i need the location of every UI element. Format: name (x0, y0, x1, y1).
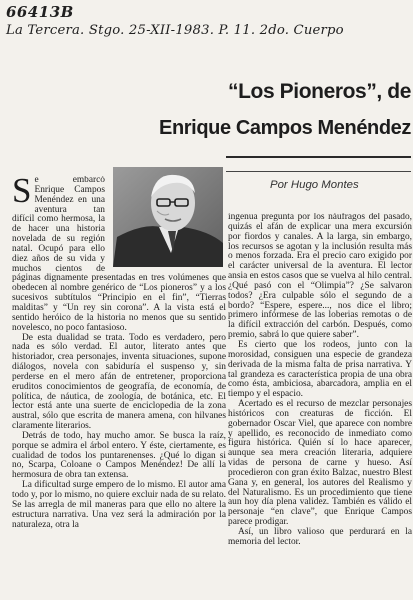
headline-line-1: “Los Pioneros”, de (228, 80, 411, 103)
article-paragraph: Acertado es el recurso de mezclar personajes históricos con creaturas de ficción. El gobernador Oscar Viel, que aparece con nombre y apellido, es reconocido de inmediato como figura histórica. Quién sí lo hace aparecer, aunque sea mera creación literaria, adquiere vidas de persona de carne y hueso. Así procedieron con gran éxito Balzac, nuestro Blest Gana y, en general, los autores del Realismo y del Naturalismo. Es un procedimiento que tiene aun hoy día plena validez. También es válido el personaje “en clave”, que Enrique Campos parece prodigar. (228, 399, 412, 528)
clipping-ref-code: 66413B (6, 3, 74, 21)
article-paragraph: Es cierto que los rodeos, junto con la morosidad, consiguen una especie de grandeza derivada de la misma falta de prisa narrativa. Y tal grandeza es característica propia de una obra como ésta, ambiciosa, abarcadora, amplia en el tiempo y el espacio. (228, 339, 412, 400)
article-paragraph: La dificultad surge empero de lo mismo. El autor ama todo y, por lo mismo, no quiere excluir nada de su relato. Se las arregla de mil maneras para que ello no altere la estructura narrativa. Una vez será la admiración por la naturaleza, otra la (12, 480, 226, 530)
article-paragraph: S e embarcó Enrique Campos Menéndez en una aventura tan difícil como hermosa, la de hacer una historia novelada de su región natal. Ocupó para ello diez años de su vida y muchos cientos de páginas dignamente presentadas en tres volúmenes que obedecen al nombre genérico de “Los pioneros” y a los sucesivos subtítulos “Principio en el fin”, “Tierras malditas” y “Un rey sin corona”. A la vista está el sentido heróico de la historia no menos que su sentido novelesco, no poco fantasioso. (12, 176, 226, 333)
article-paragraph: ingenua pregunta por los náufragos del pasado, quizás el afán de explicar una mera excursión por fiordos y canales. A la larga, sin embargo, los recursos se agotan y la inclusión resulta más o menos forzada. Era el precio caro exigido por el carácter universal de la aventura. El lector ansia en estos casos que se vuelva al hilo central. ¿Qué pasó con el “Olimpia”? ¿Se salvaron todos? ¿Era culpable sólo el segundo de a bordo? “Espere, espere..., nos dice el libro; primero infórmese de las loberias remotas o de la difícil extracción del carbón. Después, como premio, sabrá lo que quiere saber”. (228, 213, 412, 341)
article-paragraph: Detrás de todo, hay mucho amor. Se busca la raíz, porque se admira el árbol entero. Y éste, ciertamente, es cualidad de todos los puntarenenses. ¿Qué lo digan si no, Scarpa, Coloane o Campos Menéndez! De allí la hermosura de obra tan extensa. (12, 430, 226, 481)
article-paragraph: De esta dualidad se trata. Todo es verdadero, pero nada es sólo verdad. El autor, literato antes que historiador, crea personajes, inventa situaciones, supone diálogos, novela con sabiduría el suspenso y, sin perderse en el mero afán de entretener, proporciona eruditos conocimientos de geografía, de economía, de política, de náutica, de zoología, de botánica, etc. El lector está ante una suerte de enciclopedia de la zona austral, sólo que escrita de manera amena, con hilvanes claramente literarios. (12, 332, 226, 432)
headline-rule (226, 156, 411, 158)
byline-rule (226, 171, 411, 172)
clipping-source-line: La Tercera. Stgo. 25-XII-1983. P. 11. 2do. Cuerpo (6, 23, 344, 38)
headline-line-2: Enrique Campos Menéndez (159, 117, 411, 139)
article-column-right (228, 213, 412, 600)
byline: Por Hugo Montes (270, 179, 359, 191)
drop-cap: S (12, 176, 32, 210)
article-column-left (12, 176, 226, 600)
article-paragraph: Así, un libro valioso que perdurará en la memoria del lector. (228, 527, 412, 547)
